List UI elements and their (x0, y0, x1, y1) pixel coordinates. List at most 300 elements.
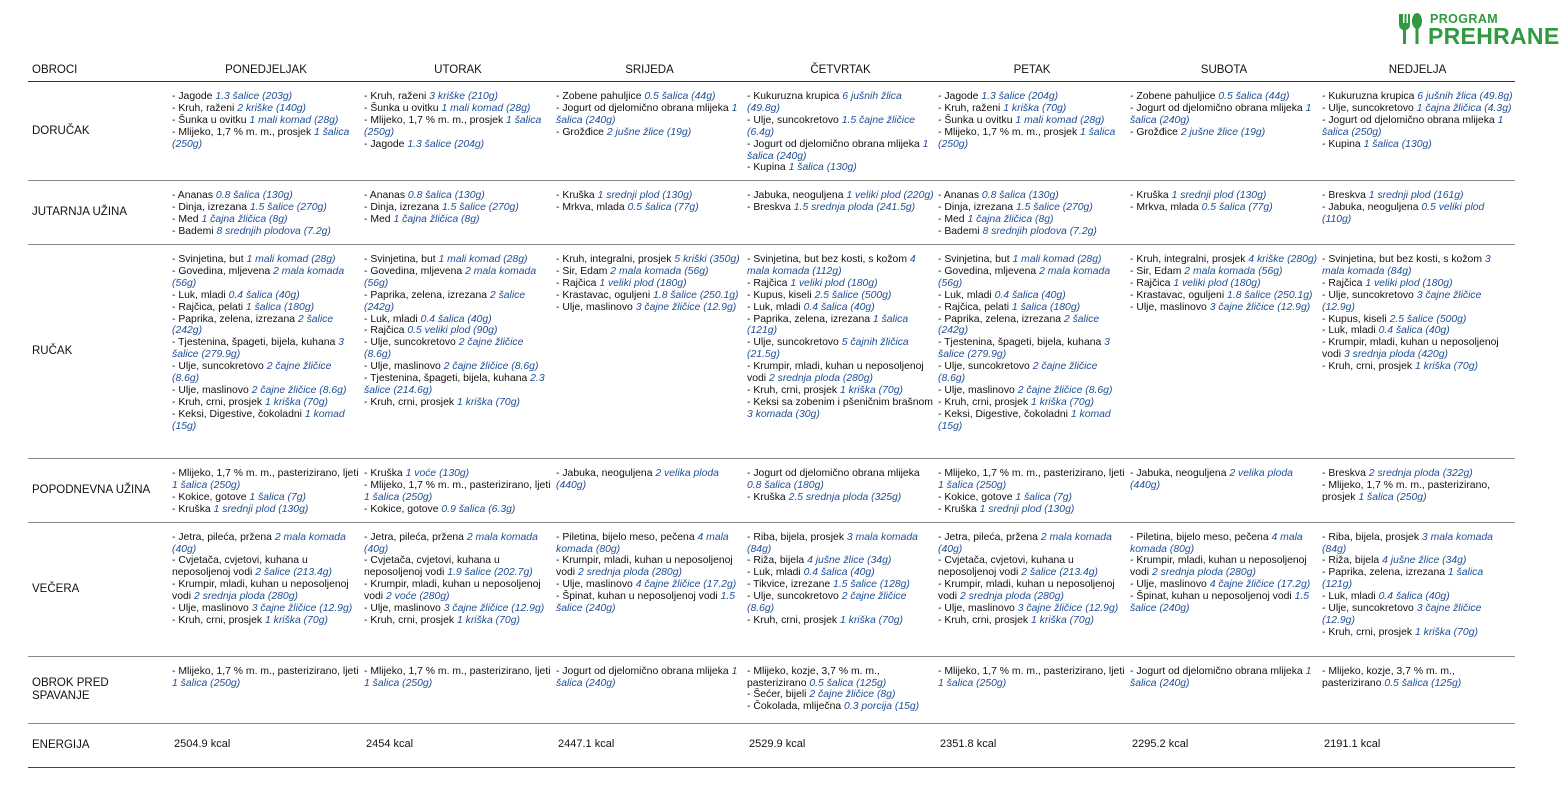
food-item (747, 337, 934, 361)
food-name: - Rajčica (1322, 277, 1363, 289)
food-item (172, 266, 360, 290)
food-item (556, 591, 743, 615)
food-quantity: 1 srednji plod (130g) (1171, 190, 1267, 202)
food-quantity: 4 kriške (280g) (1248, 253, 1318, 265)
food-quantity: 2 srednja ploda (322g) (1368, 467, 1473, 479)
food-quantity: 2.5 šalice (500g) (814, 289, 892, 301)
day-cell (936, 656, 1128, 723)
food-name: - Luk, mladi (938, 289, 992, 301)
day-cell (554, 656, 745, 723)
food-item (1130, 579, 1318, 591)
food-name: - Tjestenina, špageti, bijela, kuhana (172, 337, 336, 349)
food-item (1322, 91, 1513, 103)
food-name: - Keksi, Digestive, čokoladni (938, 408, 1068, 420)
food-name: - Paprika, zelena, izrezana (747, 313, 871, 325)
food-item (172, 666, 360, 690)
food-name: - Kruh, crni, prosjek (172, 396, 263, 408)
food-item (1322, 290, 1513, 314)
food-name: - Piletina, bijelo meso, pečena (556, 531, 695, 543)
food-name: - Ulje, suncokretovo (172, 361, 264, 373)
food-quantity: 1 kriška (70g) (1030, 614, 1094, 626)
food-name: - Jetra, pileća, pržena (364, 531, 464, 543)
meal-label: VEČERA (28, 522, 170, 656)
food-name: - Mrkva, mlada (556, 202, 625, 214)
food-quantity: 1.5 šalice (240g) (556, 591, 736, 615)
food-name: - Kruška (1130, 190, 1169, 202)
food-item (364, 266, 552, 290)
food-item (364, 314, 552, 326)
food-quantity: 1.8 šalice (250.1g) (653, 289, 739, 301)
food-name: - Kruh, crni, prosjek (747, 384, 838, 396)
food-quantity: 1 kriška (70g) (264, 614, 328, 626)
food-quantity: 3 mala komada (84g) (1322, 531, 1493, 555)
food-item (556, 266, 743, 278)
food-quantity: 1.5 srednja ploda (241.5g) (793, 202, 916, 214)
food-name: - Špinat, kuhan u neposoljenoj vodi (556, 591, 718, 603)
food-name: - Mlijeko, 1,7 % m. m., pasterizirano, ljeti (172, 467, 359, 479)
food-quantity: 2 mala komada (40g) (938, 531, 1112, 555)
food-item (172, 190, 360, 202)
food-name: - Šunka u ovitku (938, 114, 1013, 126)
day-cell (745, 656, 936, 723)
food-name: - Jabuka, neoguljena (1130, 467, 1227, 479)
food-name: - Luk, mladi (172, 289, 226, 301)
food-item (1322, 591, 1513, 603)
food-name: - Kupina (747, 162, 786, 174)
food-item (1130, 202, 1318, 214)
food-item (364, 615, 552, 627)
food-item (747, 532, 934, 556)
food-quantity: 1 šalica (250g) (172, 126, 350, 150)
food-name: - Tikvice, izrezane (747, 579, 831, 591)
food-name: - Jetra, pileća, pržena (938, 531, 1038, 543)
food-name: - Luk, mladi (747, 301, 801, 313)
food-item (364, 397, 552, 409)
food-quantity: 1 veliki plod (180g) (1365, 277, 1453, 289)
food-name: - Paprika, zelena, izrezana (1322, 567, 1446, 579)
food-name: - Mlijeko, 1,7 % m. m., pasterizirano, ljeti (938, 665, 1125, 677)
food-quantity: 1 srednji plod (161g) (1368, 190, 1464, 202)
food-item (938, 266, 1126, 290)
food-name: - Ulje, suncokretovo (747, 591, 839, 603)
food-name: - Sir, Edam (556, 265, 608, 277)
food-item (747, 555, 934, 567)
food-quantity: 2 srednja ploda (280g) (959, 591, 1064, 603)
food-item (172, 302, 360, 314)
food-name: - Mlijeko, kozje, 3,7 % m. m., pasterizirano (747, 665, 880, 689)
food-item (1322, 666, 1513, 690)
food-item (556, 254, 743, 266)
food-name: - Ulje, suncokretovo (747, 114, 839, 126)
food-quantity: 2 srednja ploda (280g) (1151, 567, 1256, 579)
food-item (172, 337, 360, 361)
food-item (364, 555, 552, 579)
food-item (938, 555, 1126, 579)
meal-row (28, 458, 1515, 522)
food-quantity: 2.5 srednja ploda (325g) (788, 491, 902, 503)
food-name: - Kupus, kiseli (1322, 313, 1387, 325)
food-name: - Keksi, Digestive, čokoladni (172, 408, 302, 420)
food-item (1322, 361, 1513, 373)
food-item (1130, 190, 1318, 202)
food-item (556, 127, 743, 139)
food-item (364, 337, 552, 361)
food-name: - Luk, mladi (1322, 325, 1376, 337)
brand-line2: PREHRANE (1428, 23, 1560, 49)
meal-row (28, 656, 1515, 723)
food-name: - Ulje, maslinovo (1130, 579, 1207, 591)
header-day: NEDJELJA (1320, 60, 1515, 82)
food-quantity: 2 čajne žličice (8.6g) (747, 591, 907, 615)
food-quantity: 2 čajne žličice (8.6g) (1017, 384, 1113, 396)
food-name: - Kruh, integralni, prosjek (1130, 253, 1246, 265)
food-name: - Krumpir, mladi, kuhan u neposoljenoj vodi (1322, 337, 1499, 361)
food-quantity: 1.5 šalice (270g) (441, 202, 519, 214)
food-quantity: 1 veliki plod (180g) (1173, 277, 1261, 289)
food-quantity: 0.9 šalica (6.3g) (441, 503, 516, 515)
food-quantity: 2.3 šalice (214.6g) (364, 373, 545, 396)
food-name: - Riža, bijela (1322, 555, 1380, 567)
food-quantity: 1 šalica (180g) (1011, 301, 1081, 313)
food-name: - Kruh, crni, prosjek (364, 614, 455, 626)
food-quantity: 1 čajna žličica (4.3g) (1416, 102, 1512, 114)
food-name: - Ulje, suncokretovo (938, 361, 1030, 373)
food-name: - Jogurt od djelomično obrana mlijeka (556, 102, 729, 114)
food-quantity: 2 srednja ploda (280g) (577, 567, 682, 579)
food-quantity: 1 voće (130g) (405, 467, 470, 479)
food-name: - Ananas (172, 190, 214, 202)
food-name: - Breskva (1322, 190, 1366, 202)
food-name: - Ulje, maslinovo (364, 361, 441, 373)
food-quantity: 1.5 šalice (270g) (249, 202, 327, 214)
food-quantity: 0.5 šalica (125g) (1384, 677, 1462, 689)
food-quantity: 2 mala komada (40g) (364, 531, 538, 555)
food-item (747, 701, 934, 713)
food-quantity: 3 čajne žličice (12.9g) (1017, 603, 1119, 615)
fork-spoon-icon (1396, 12, 1424, 46)
food-quantity: 0.4 šalica (40g) (1378, 591, 1450, 603)
food-quantity: 1 šalica (250g) (1322, 114, 1504, 138)
food-name: - Krastavac, oguljeni (1130, 289, 1225, 301)
food-item (556, 555, 743, 579)
food-item (1130, 532, 1318, 556)
food-quantity: 1 šalica (7g) (1015, 491, 1073, 503)
food-quantity: 3 čajne žličice (12.9g) (635, 301, 737, 313)
food-item (364, 579, 552, 603)
food-quantity: 3 mala komada (84g) (1322, 253, 1491, 277)
food-item (364, 254, 552, 266)
food-quantity: 3 kriške (210g) (429, 91, 498, 102)
food-quantity: 8 srednjih plodova (7.2g) (216, 226, 331, 238)
meal-label: POPODNEVNA UŽINA (28, 458, 170, 522)
food-name: - Mlijeko, 1,7 % m. m., prosjek (172, 126, 312, 138)
food-item (938, 409, 1126, 433)
food-quantity: 1.3 šalice (203g) (215, 91, 293, 102)
food-name: - Kruška (172, 503, 211, 515)
food-quantity: 1 kriška (70g) (839, 614, 903, 626)
food-quantity: 8 srednjih plodova (7.2g) (982, 226, 1097, 238)
food-name: - Kokice, gotove (938, 491, 1013, 503)
day-cell (745, 522, 936, 656)
food-quantity: 1 mali komad (28g) (438, 253, 528, 265)
food-name: - Govedina, mljevena (364, 265, 463, 277)
food-quantity: 4 jušne žlice (34g) (807, 555, 892, 567)
food-quantity: 1 šalica (250g) (938, 479, 1007, 491)
food-name: - Mlijeko, 1,7 % m. m., pasterizirano, ljeti (364, 479, 551, 491)
food-item (1130, 302, 1318, 314)
food-item (747, 314, 934, 338)
food-item (1322, 567, 1513, 591)
meal-label: DORUČAK (28, 82, 170, 181)
food-name: - Mlijeko, 1,7 % m. m., pasterizirano, prosjek (1322, 479, 1491, 503)
food-item (172, 504, 360, 516)
food-item (938, 532, 1126, 556)
food-name: - Kruška (747, 491, 786, 503)
food-item (364, 190, 552, 202)
food-item (172, 214, 360, 226)
food-item (747, 361, 934, 385)
day-cell (1128, 656, 1320, 723)
food-quantity: 0.5 šalica (77g) (1201, 202, 1273, 214)
food-name: - Riba, bijela, prosjek (1322, 531, 1420, 543)
day-cell (170, 458, 362, 522)
food-item (747, 492, 934, 504)
food-name: - Ulje, maslinovo (1130, 301, 1207, 313)
food-item (747, 468, 934, 492)
energy-value: 2454 kcal (362, 723, 554, 767)
food-item (747, 115, 934, 139)
food-quantity: 0.5 šalica (44g) (644, 91, 716, 102)
food-quantity: 3 čajne žličice (12.9g) (443, 603, 545, 615)
food-item (364, 361, 552, 373)
food-quantity: 1 šalica (240g) (747, 138, 929, 162)
food-quantity: 1 šalica (250g) (172, 677, 241, 689)
food-quantity: 2 čajne žličice (8.6g) (172, 361, 332, 385)
food-name: - Ulje, maslinovo (364, 603, 441, 615)
food-item (747, 567, 934, 579)
day-cell (362, 181, 554, 245)
food-item (364, 214, 552, 226)
food-item (1322, 202, 1513, 226)
food-name: - Krumpir, mladi, kuhan u neposoljenoj vodi (364, 579, 541, 603)
food-quantity: 1.5 šalice (240g) (1130, 591, 1310, 615)
header-row (28, 60, 1515, 82)
food-item (172, 385, 360, 397)
food-item (556, 468, 743, 492)
food-item (938, 603, 1126, 615)
food-quantity: 1 šalica (250g) (1358, 491, 1427, 503)
food-quantity: 5 kriški (350g) (674, 253, 740, 265)
day-cell (745, 244, 936, 458)
meal-row (28, 522, 1515, 656)
food-name: - Ulje, maslinovo (556, 579, 633, 591)
food-item (1130, 468, 1318, 492)
food-item (1322, 190, 1513, 202)
food-name: - Ananas (938, 190, 980, 202)
meal-row (28, 181, 1515, 245)
food-quantity: 0.8 šalica (130g) (981, 190, 1059, 202)
food-item (364, 532, 552, 556)
food-name: - Tjestenina, špageti, bijela, kuhana (938, 337, 1102, 349)
food-item (1322, 555, 1513, 567)
food-quantity: 0.4 šalica (40g) (994, 289, 1066, 301)
food-name: - Jogurt od djelomično obrana mlijeka (556, 665, 729, 677)
food-quantity: 2 kriške (140g) (237, 102, 306, 114)
food-quantity: 0.8 šalica (180g) (747, 479, 824, 491)
food-quantity: 2 šalice (242g) (172, 313, 334, 337)
food-quantity: 3 čajne žličice (12.9g) (251, 603, 353, 615)
energy-value: 2504.9 kcal (170, 723, 362, 767)
food-item (747, 302, 934, 314)
food-item (556, 190, 743, 202)
food-name: - Čokolada, mliječna (747, 701, 842, 713)
day-cell (362, 244, 554, 458)
food-name: - Keksi sa zobenim i pšeničnim brašnom (747, 396, 933, 408)
food-name: - Jagode (364, 138, 405, 150)
food-name: - Luk, mladi (747, 567, 801, 579)
meal-label: JUTARNJA UŽINA (28, 181, 170, 245)
food-item (172, 314, 360, 338)
food-name: - Breskva (1322, 467, 1366, 479)
food-item (938, 579, 1126, 603)
food-name: - Rajčica (747, 277, 788, 289)
day-cell (554, 244, 745, 458)
food-quantity: 2 velika ploda (440g) (556, 467, 719, 491)
food-name: - Paprika, zelena, izrezana (172, 313, 296, 325)
food-item (172, 290, 360, 302)
food-name: - Rajčica (1130, 277, 1171, 289)
food-name: - Jogurt od djelomično obrana mlijeka (1130, 102, 1303, 114)
food-name: - Dinja, izrezana (938, 202, 1014, 214)
food-name: - Kruh, crni, prosjek (1322, 626, 1413, 638)
food-quantity: 1 veliki plod (180g) (599, 277, 687, 289)
food-item (172, 103, 360, 115)
food-name: - Ulje, suncokretovo (1322, 289, 1414, 301)
food-item (938, 504, 1126, 516)
food-quantity: 1 mali komad (28g) (246, 253, 336, 265)
food-item (364, 666, 552, 690)
food-quantity: 2 mala komada (56g) (1184, 265, 1283, 277)
food-name: - Špinat, kuhan u neposoljenoj vodi (1130, 591, 1292, 603)
food-name: - Bademi (938, 226, 980, 238)
food-item (1130, 266, 1318, 278)
food-item (938, 337, 1126, 361)
day-cell (170, 181, 362, 245)
food-item (938, 127, 1126, 151)
food-quantity: 1 kriška (70g) (1030, 396, 1094, 408)
food-quantity: 1 veliki plod (220g) (846, 190, 934, 202)
food-quantity: 1 šalica (250g) (364, 491, 433, 503)
day-cell (1128, 522, 1320, 656)
food-name: - Med (938, 214, 965, 226)
food-quantity: 2.5 šalice (500g) (1389, 313, 1467, 325)
food-name: - Jetra, pileća, pržena (172, 531, 272, 543)
food-quantity: 1 komad (15g) (938, 408, 1111, 432)
meal-row (28, 82, 1515, 181)
food-item (747, 615, 934, 627)
food-name: - Rajčica (556, 277, 597, 289)
day-cell (1320, 244, 1515, 458)
food-item (364, 373, 552, 397)
food-item (556, 278, 743, 290)
food-name: - Kruh, crni, prosjek (1322, 361, 1413, 373)
food-name: - Kruh, crni, prosjek (364, 396, 455, 408)
food-name: - Ulje, suncokretovo (1322, 102, 1414, 114)
food-item (747, 190, 934, 202)
food-name: - Ulje, suncokretovo (747, 337, 839, 349)
food-quantity: 4 čajne žličice (17.2g) (1209, 579, 1311, 591)
food-name: - Jogurt od djelomično obrana mlijeka (747, 138, 920, 150)
food-quantity: 2 mala komada (56g) (364, 265, 537, 289)
food-item (938, 361, 1126, 385)
food-name: - Kruh, crni, prosjek (747, 614, 838, 626)
day-cell (1128, 181, 1320, 245)
food-item (1322, 325, 1513, 337)
energy-value: 2191.1 kcal (1320, 723, 1515, 767)
food-name: - Jagode (938, 91, 979, 102)
day-cell (554, 458, 745, 522)
food-quantity: 1 šalica (130g) (788, 162, 857, 174)
day-cell (554, 181, 745, 245)
food-quantity: 2 mala komada (56g) (172, 265, 345, 289)
food-quantity: 1 komad (15g) (172, 408, 345, 432)
food-name: - Mlijeko, 1,7 % m. m., pasterizirano, ljeti (938, 467, 1125, 479)
day-cell (1320, 656, 1515, 723)
day-cell (745, 181, 936, 245)
food-quantity: 5 čajnih žličica (21.5g) (747, 337, 909, 361)
food-item (172, 91, 360, 103)
food-name: - Ulje, suncokretovo (364, 337, 456, 349)
food-quantity: 4 mala komada (112g) (747, 253, 916, 277)
plan-body (28, 82, 1515, 768)
food-quantity: 1 šalica (121g) (1322, 567, 1484, 591)
food-quantity: 3 čajne žličice (12.9g) (1322, 603, 1482, 626)
food-item (1130, 591, 1318, 615)
day-cell (1320, 82, 1515, 181)
food-quantity: 3 šalice (279.9g) (938, 337, 1110, 361)
food-name: - Mlijeko, 1,7 % m. m., prosjek (938, 126, 1078, 138)
food-item (172, 555, 360, 579)
food-name: - Kruh, crni, prosjek (938, 614, 1029, 626)
energy-value: 2295.2 kcal (1128, 723, 1320, 767)
food-quantity: 2 čajne žličice (8g) (809, 689, 896, 701)
food-name: - Mrkva, mlada (1130, 202, 1199, 214)
food-quantity: 0.8 šalica (130g) (407, 190, 485, 202)
brand-logo (1394, 12, 1560, 49)
food-quantity: 1 kriška (70g) (1414, 361, 1478, 373)
food-name: - Grožđice (1130, 126, 1178, 138)
food-item (938, 385, 1126, 397)
food-quantity: 0.4 šalica (40g) (1378, 325, 1450, 337)
food-item (938, 103, 1126, 115)
food-quantity: 1.8 šalice (250.1g) (1227, 289, 1313, 301)
food-item (556, 290, 743, 302)
food-quantity: 1 mali komad (28g) (1012, 253, 1102, 265)
day-cell (362, 522, 554, 656)
day-cell (936, 181, 1128, 245)
food-name: - Breskva (747, 202, 791, 214)
food-name: - Bademi (172, 226, 214, 238)
energy-value: 2447.1 kcal (554, 723, 745, 767)
food-quantity: 1 šalica (130g) (1363, 138, 1432, 150)
food-quantity: 1 kriška (70g) (456, 614, 520, 626)
day-cell (1320, 181, 1515, 245)
food-name: - Piletina, bijelo meso, pečena (1130, 531, 1269, 543)
food-name: - Kokice, gotove (364, 503, 439, 515)
food-item (556, 91, 743, 103)
food-item (747, 139, 934, 163)
food-item (938, 302, 1126, 314)
